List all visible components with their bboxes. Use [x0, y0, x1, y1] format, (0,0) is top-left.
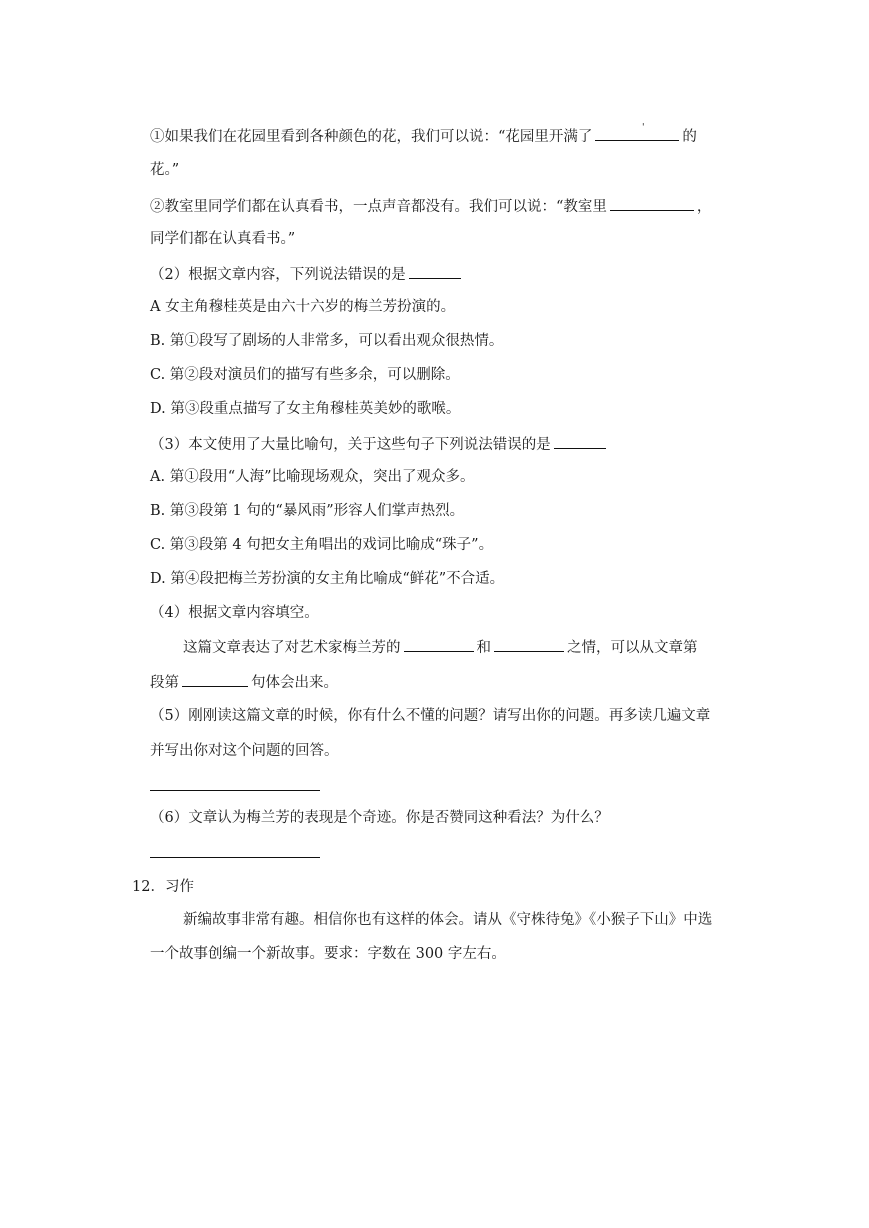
q12-line1: 新编故事非常有趣。相信你也有这样的体会。请从《守株待兔》《小猴子下山》中选 — [183, 912, 713, 928]
q1-item1-end: 的 — [682, 129, 697, 145]
q1-item1-line1 — [150, 123, 697, 146]
q4-stem: （4）根据文章内容填空。 — [150, 605, 319, 621]
q4-line1-text-a: 这篇文章表达了对艺术家梅兰芳的 — [183, 640, 401, 656]
q5-answer-line[interactable] — [150, 790, 320, 791]
q2-option-a: A 女主角穆桂英是由六十六岁的梅兰芳扮演的。 — [150, 299, 456, 315]
q4-blank-2[interactable] — [494, 637, 564, 652]
q4-line1-text-c: 之情，可以从文章第 — [567, 640, 698, 656]
q1-item1-line2: 花。” — [150, 162, 180, 178]
q2-answer-blank[interactable] — [409, 264, 461, 279]
q3-stem: （3）本文使用了大量比喻句，关于这些句子下列说法错误的是 — [150, 437, 551, 453]
q6-answer-line[interactable] — [150, 857, 320, 858]
q6-stem: （6）文章认为梅兰芳的表现是个奇迹。你是否赞同这种看法？为什么？ — [150, 810, 609, 826]
q1-item2-blank[interactable] — [610, 196, 694, 211]
q2-option-b: B. 第①段写了剧场的人非常多，可以看出观众很热情。 — [150, 333, 504, 349]
q4-blank-3[interactable] — [182, 672, 248, 687]
q3-stem-line — [150, 434, 609, 454]
q2-stem-line — [150, 264, 464, 284]
q4-line2-text-b: 句体会出来。 — [251, 675, 338, 691]
q1-item2-line1 — [150, 196, 711, 216]
q5-line2: 并写出你对这个问题的回答。 — [150, 743, 339, 759]
q5-line1: （5）刚刚读这篇文章的时候，你有什么不懂的问题？请写出你的问题。再多读几遍文章 — [150, 708, 711, 724]
q4-line2-text-a: 段第 — [150, 675, 179, 691]
q2-option-c: C. 第②段对演员们的描写有些多余，可以删除。 — [150, 367, 460, 383]
q1-item1-blank[interactable] — [595, 123, 679, 141]
q4-line2 — [150, 672, 338, 692]
q3-option-c: C. 第③段第 4 句把女主角唱出的戏词比喻成“珠子”。 — [150, 537, 494, 553]
q12-line2: 一个故事创编一个新故事。要求：字数在 300 字左右。 — [150, 946, 506, 962]
q3-option-b: B. 第③段第 1 句的“暴风雨”形容人们掌声热烈。 — [150, 503, 465, 519]
q12-title: 12．习作 — [132, 879, 194, 895]
q1-item2-line2: 同学们都在认真看书。” — [150, 231, 296, 247]
q3-option-d: D. 第④段把梅兰芳扮演的女主角比喻成“鲜花”不合适。 — [150, 571, 505, 587]
q3-option-a: A. 第①段用“人海”比喻现场观众，突出了观众多。 — [150, 469, 475, 485]
q3-answer-blank[interactable] — [554, 434, 606, 449]
q1-item2-text: ②教室里同学们都在认真看书，一点声音都没有。我们可以说：“教室里 — [150, 199, 607, 215]
q4-line1 — [183, 637, 698, 657]
q2-option-d: D. 第③段重点描写了女主角穆桂英美妙的歌喉。 — [150, 401, 461, 417]
q2-stem: （2）根据文章内容，下列说法错误的是 — [150, 267, 406, 283]
q4-line1-text-b: 和 — [476, 640, 491, 656]
q4-blank-1[interactable] — [404, 637, 474, 652]
q1-item1-tick: ' — [642, 123, 645, 133]
q1-item1-text: ①如果我们在花园里看到各种颜色的花，我们可以说：“花园里开满了 — [150, 129, 593, 145]
q1-item2-end: ， — [696, 199, 712, 215]
